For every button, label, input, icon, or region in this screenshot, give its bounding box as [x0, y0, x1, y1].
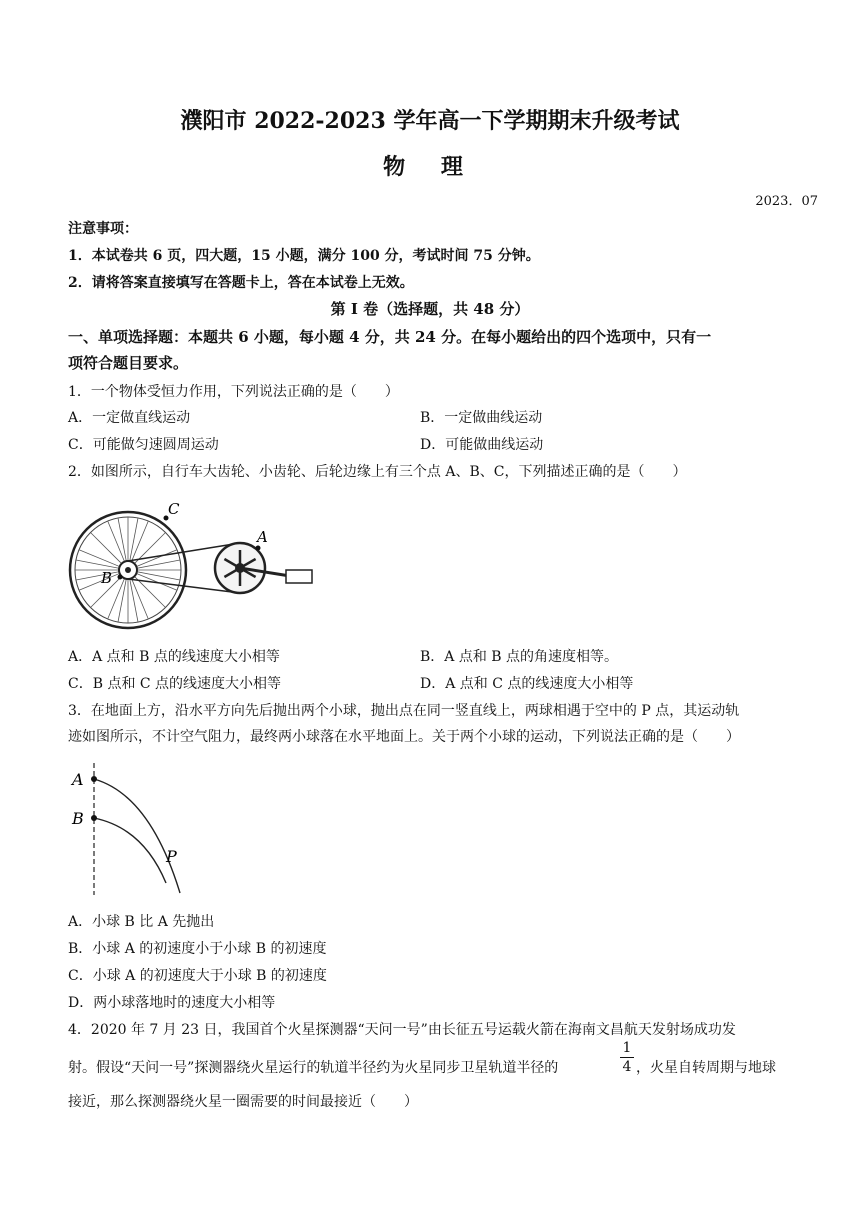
q4-fraction	[620, 1040, 634, 1075]
q3-stem-line2: 迹如图所示，不计空气阻力，最终两小球落在水平地面上。关于两个小球的运动，下列说法正确的是（ ）	[68, 729, 740, 745]
q1-option-a: A．一定做直线运动	[68, 410, 191, 426]
exam-date: 2023．07	[755, 194, 818, 209]
exam-title: 濮阳市 2022-2023 学年高一下学期期末升级考试	[180, 108, 680, 134]
notice-item-2: 2．请将答案直接填写在答题卡上，答在本试卷上无效。	[68, 275, 414, 291]
q4-fraction-numerator: 1	[622, 1040, 632, 1056]
q3-label-a: A	[72, 770, 84, 789]
bicycle-gear-figure	[68, 490, 318, 635]
q2-option-c: C．B 点和 C 点的线速度大小相等	[68, 676, 282, 692]
q3-option-b: B．小球 A 的初速度小于小球 B 的初速度	[68, 941, 327, 957]
q2-option-a: A．A 点和 B 点的线速度大小相等	[68, 649, 280, 665]
notice-heading: 注意事项：	[68, 221, 138, 237]
q3-label-b: B	[72, 809, 84, 828]
q4-line2-after: ，火星自转周期与地球	[636, 1060, 776, 1076]
q1-option-c: C．可能做匀速圆周运动	[68, 437, 219, 453]
q4-line2-before: 射。假设“天问一号”探测器绕火星运行的轨道半径约为火星同步卫星轨道半径的	[68, 1060, 559, 1076]
q2-label-b: B	[101, 569, 113, 587]
q3-label-p: P	[166, 847, 177, 866]
q4-line1: 4．2020 年 7 月 23 日，我国首个火星探测器“天问一号”由长征五号运载火箭在海南文昌航天发射场成功发	[68, 1022, 736, 1038]
q3-stem-line1: 3．在地面上方，沿水平方向先后抛出两个小球，抛出点在同一竖直线上，两球相遇于空中的 P 点，其运动轨	[68, 703, 740, 719]
part-title-line2: 项符合题目要求。	[68, 354, 189, 372]
q3-option-d: D．两小球落地时的速度大小相等	[68, 995, 276, 1011]
q3-option-c: C．小球 A 的初速度大于小球 B 的初速度	[68, 968, 327, 984]
projectile-trajectory-figure	[68, 755, 188, 900]
q2-label-c: C	[168, 500, 180, 518]
q1-stem: 1．一个物体受恒力作用，下列说法正确的是（ ）	[68, 384, 399, 400]
q1-option-b: B．一定做曲线运动	[420, 410, 543, 426]
volume-title: 第 I 卷（选择题，共 48 分）	[330, 300, 530, 318]
q2-label-a: A	[257, 528, 268, 546]
q2-option-b: B．A 点和 B 点的角速度相等。	[420, 649, 619, 665]
notice-item-1: 1．本试卷共 6 页，四大题，15 小题，满分 100 分，考试时间 75 分钟。	[68, 248, 540, 264]
q2-stem: 2．如图所示，自行车大齿轮、小齿轮、后轮边缘上有三个点 A、B、C，下列描述正确的是（ ）	[68, 464, 687, 480]
q2-option-d: D．A 点和 C 点的线速度大小相等	[420, 676, 634, 692]
subject-title: 物 理	[383, 154, 477, 180]
q1-option-d: D．可能做曲线运动	[420, 437, 544, 453]
part-title-line1: 一、单项选择题：本题共 6 小题，每小题 4 分，共 24 分。在每小题给出的四个选项中，只有一	[68, 328, 712, 346]
q3-option-a: A．小球 B 比 A 先抛出	[68, 914, 215, 930]
q4-fraction-denominator: 4	[622, 1059, 632, 1075]
q4-line3: 接近，那么探测器绕火星一圈需要的时间最接近（ ）	[68, 1094, 418, 1110]
